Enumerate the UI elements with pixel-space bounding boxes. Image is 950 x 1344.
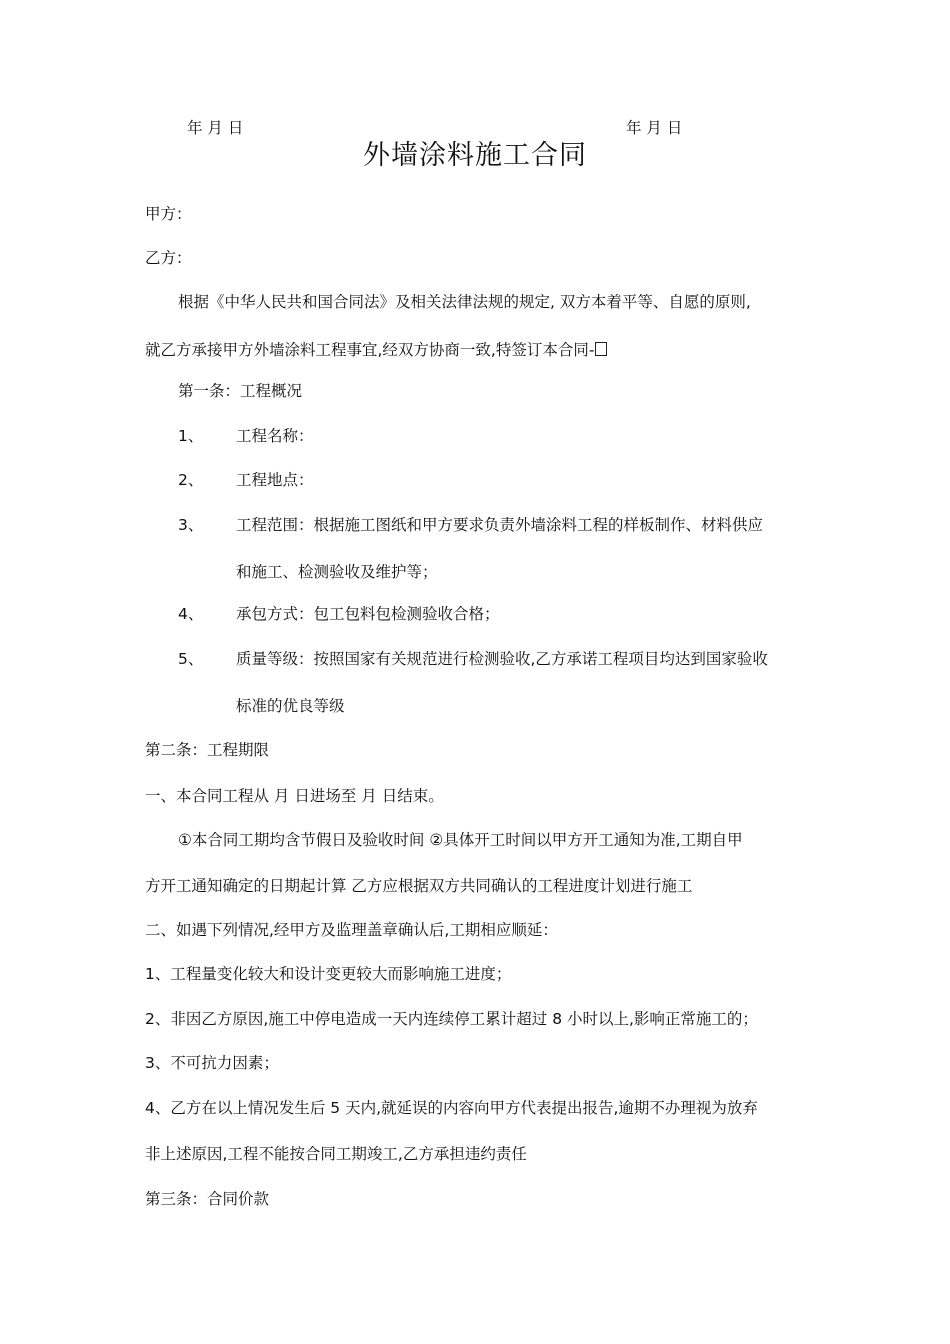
party-b-label: 乙方： (145, 249, 192, 267)
delay-item: 1、工程量变化较大和设计变更较大而影响施工进度； (145, 965, 512, 983)
placeholder-box-icon (595, 342, 607, 356)
article-2-paragraph-1: 一、本合同工程从 月 日进场至 月 日结束。 (145, 787, 444, 805)
article-2-note-line-2: 方开工通知确定的日期起计算 乙方应根据双方共同确认的工程进度计划进行施工 (145, 877, 693, 895)
article-3-heading: 第三条：合同价款 (145, 1190, 270, 1208)
delay-item: 4、乙方在以上情况发生后 5 天内,就延误的内容向甲方代表提出报告,逾期不办理视为放弃 (145, 1099, 758, 1117)
article-2-note-line-1: ①本合同工期均含节假日及验收时间 ②具体开工时间以甲方开工通知为准,工期自甲 (178, 831, 743, 849)
item-text: 质量等级：按照国家有关规范进行检测验收,乙方承诺工程项目均达到国家验收 (236, 650, 768, 668)
article-2-paragraph-2: 二、如遇下列情况,经甲方及监理盖章确认后,工期相应顺延： (145, 921, 558, 939)
intro-line-1: 根据《中华人民共和国合同法》及相关法律法规的规定, 双方本着平等、自愿的原则, (178, 293, 751, 311)
document-title: 外墙涂料施工合同 (363, 140, 587, 171)
item-number: 2、 (178, 471, 204, 489)
item-text-continued: 和施工、检测验收及维护等； (236, 563, 438, 581)
delay-item-continued: 非上述原因,工程不能按合同工期竣工,乙方承担违约责任 (145, 1145, 527, 1163)
intro-line-2 (145, 340, 607, 360)
article-2-heading: 第二条：工程期限 (145, 741, 270, 759)
article-1-heading: 第一条：工程概况 (178, 382, 303, 400)
delay-item: 2、非因乙方原因,施工中停电造成一天内连续停工累计超过 8 小时以上,影响正常施工的； (145, 1010, 758, 1028)
item-text: 工程地点： (236, 471, 314, 489)
item-number: 5、 (178, 650, 204, 668)
header-date-left: 年 月 日 (187, 119, 244, 137)
item-text: 承包方式：包工包料包检测验收合格； (236, 605, 500, 623)
item-number: 1、 (178, 427, 204, 445)
item-number: 3、 (178, 516, 204, 534)
header-date-right: 年 月 日 (626, 119, 683, 137)
item-number: 4、 (178, 605, 204, 623)
intro-line-2-text: 就乙方承接甲方外墙涂料工程事宜,经双方协商一致,特签订本合同- (145, 341, 595, 359)
item-text: 工程范围：根据施工图纸和甲方要求负责外墙涂料工程的样板制作、材料供应 (236, 516, 764, 534)
item-text: 工程名称： (236, 427, 314, 445)
delay-item: 3、不可抗力因素； (145, 1054, 279, 1072)
item-text-continued: 标准的优良等级 (236, 697, 345, 715)
party-a-label: 甲方： (145, 205, 192, 223)
